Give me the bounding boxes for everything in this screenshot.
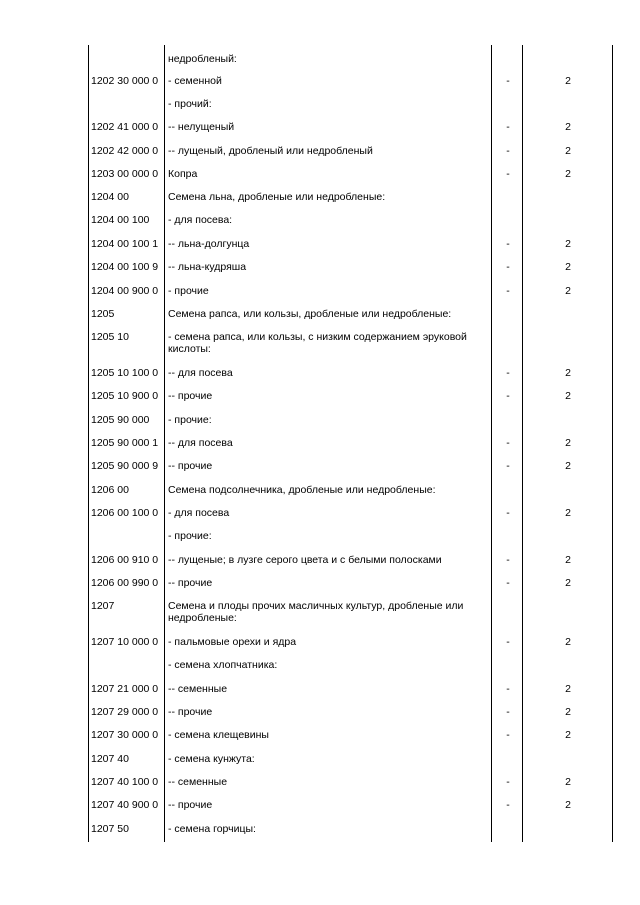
column-3-value: - bbox=[506, 460, 510, 472]
tariff-code: 1207 bbox=[91, 600, 115, 612]
column-3-value: - bbox=[506, 145, 510, 157]
tariff-code: 1205 10 900 0 bbox=[91, 390, 159, 402]
goods-description: - семенной bbox=[168, 75, 222, 87]
goods-description: - семена горчицы: bbox=[168, 823, 256, 835]
column-4-value: 2 bbox=[565, 285, 571, 297]
column-3-value: - bbox=[506, 507, 510, 519]
column-border-code bbox=[164, 45, 165, 842]
column-3-value: - bbox=[506, 367, 510, 379]
column-border-desc bbox=[491, 45, 492, 842]
goods-description: - семена клещевины bbox=[168, 729, 269, 741]
column-4-value: 2 bbox=[565, 460, 571, 472]
column-3-value: - bbox=[506, 799, 510, 811]
column-3-value: - bbox=[506, 261, 510, 273]
goods-description: - для посева: bbox=[168, 214, 233, 226]
goods-description: -- льна-кудряша bbox=[168, 261, 247, 273]
column-4-value: 2 bbox=[565, 75, 571, 87]
column-4-value: 2 bbox=[565, 367, 571, 379]
goods-description: -- для посева bbox=[168, 367, 233, 379]
tariff-code: 1202 30 000 0 bbox=[91, 75, 159, 87]
column-4-value: 2 bbox=[565, 577, 571, 589]
tariff-code: 1207 10 000 0 bbox=[91, 636, 159, 648]
column-3-value: - bbox=[506, 437, 510, 449]
goods-description: недробленый: bbox=[168, 53, 237, 65]
tariff-code: 1207 40 bbox=[91, 753, 129, 765]
goods-description: -- для посева bbox=[168, 437, 233, 449]
goods-description: - для посева bbox=[168, 507, 230, 519]
tariff-code: 1207 30 000 0 bbox=[91, 729, 159, 741]
tariff-code: 1205 90 000 9 bbox=[91, 460, 159, 472]
goods-description: - прочие: bbox=[168, 414, 212, 426]
goods-description: - прочие: bbox=[168, 530, 212, 542]
column-4-value: 2 bbox=[565, 636, 571, 648]
column-4-value: 2 bbox=[565, 238, 571, 250]
tariff-code: 1206 00 990 0 bbox=[91, 577, 159, 589]
tariff-code: 1205 90 000 bbox=[91, 414, 150, 426]
column-4-value: 2 bbox=[565, 437, 571, 449]
column-3-value: - bbox=[506, 75, 510, 87]
goods-description: - прочий: bbox=[168, 98, 212, 110]
goods-description: -- лущеный, дробленый или недробленый bbox=[168, 145, 373, 157]
column-3-value: - bbox=[506, 683, 510, 695]
goods-description: - семена рапса, или кользы, с низким содержанием эруковой кислоты: bbox=[168, 331, 467, 355]
tariff-code: 1206 00 100 0 bbox=[91, 507, 159, 519]
goods-description: -- семенные bbox=[168, 683, 228, 695]
tariff-code: 1207 40 100 0 bbox=[91, 776, 159, 788]
column-4-value: 2 bbox=[565, 168, 571, 180]
column-4-value: 2 bbox=[565, 776, 571, 788]
column-3-value: - bbox=[506, 390, 510, 402]
tariff-code: 1204 00 100 1 bbox=[91, 238, 159, 250]
column-4-value: 2 bbox=[565, 799, 571, 811]
goods-description: -- прочие bbox=[168, 577, 213, 589]
tariff-code: 1207 50 bbox=[91, 823, 129, 835]
goods-description: -- нелущеный bbox=[168, 121, 235, 133]
goods-description: - прочие bbox=[168, 285, 209, 297]
tariff-code: 1203 00 000 0 bbox=[91, 168, 159, 180]
goods-description: Семена подсолнечника, дробленые или недробленые: bbox=[168, 484, 436, 496]
goods-description: Семена льна, дробленые или недробленые: bbox=[168, 191, 386, 203]
tariff-code: 1207 21 000 0 bbox=[91, 683, 159, 695]
column-3-value: - bbox=[506, 121, 510, 133]
column-4-value: 2 bbox=[565, 706, 571, 718]
tariff-code: 1204 00 100 9 bbox=[91, 261, 159, 273]
tariff-code: 1204 00 100 bbox=[91, 214, 150, 226]
goods-description: Семена и плоды прочих масличных культур, дробленые или недробленые: bbox=[168, 600, 464, 624]
column-border-left bbox=[88, 45, 89, 842]
tariff-code: 1205 10 bbox=[91, 331, 129, 343]
goods-description: -- прочие bbox=[168, 706, 213, 718]
goods-description: -- лущеные; в лузге серого цвета и с белыми полосками bbox=[168, 554, 442, 566]
goods-description: -- прочие bbox=[168, 799, 213, 811]
tariff-code: 1205 10 100 0 bbox=[91, 367, 159, 379]
column-4-value: 2 bbox=[565, 121, 571, 133]
tariff-code: 1207 40 900 0 bbox=[91, 799, 159, 811]
column-4-value: 2 bbox=[565, 507, 571, 519]
column-3-value: - bbox=[506, 554, 510, 566]
goods-description: Семена рапса, или кользы, дробленые или недробленые: bbox=[168, 308, 452, 320]
tariff-code: 1205 bbox=[91, 308, 115, 320]
tariff-code: 1202 41 000 0 bbox=[91, 121, 159, 133]
column-3-value: - bbox=[506, 706, 510, 718]
goods-description: -- прочие bbox=[168, 390, 213, 402]
column-3-value: - bbox=[506, 577, 510, 589]
tariff-code: 1206 00 910 0 bbox=[91, 554, 159, 566]
tariff-code: 1204 00 900 0 bbox=[91, 285, 159, 297]
goods-description: - семена кунжута: bbox=[168, 753, 255, 765]
goods-description: - семена хлопчатника: bbox=[168, 659, 278, 671]
column-3-value: - bbox=[506, 238, 510, 250]
goods-description: - пальмовые орехи и ядра bbox=[168, 636, 297, 648]
column-4-value: 2 bbox=[565, 261, 571, 273]
tariff-code: 1207 29 000 0 bbox=[91, 706, 159, 718]
goods-description: -- прочие bbox=[168, 460, 213, 472]
column-4-value: 2 bbox=[565, 145, 571, 157]
column-3-value: - bbox=[506, 776, 510, 788]
column-4-value: 2 bbox=[565, 390, 571, 402]
column-4-value: 2 bbox=[565, 683, 571, 695]
tariff-code: 1205 90 000 1 bbox=[91, 437, 159, 449]
column-3-value: - bbox=[506, 168, 510, 180]
tariff-code: 1202 42 000 0 bbox=[91, 145, 159, 157]
tariff-code: 1206 00 bbox=[91, 484, 129, 496]
goods-description: -- семенные bbox=[168, 776, 228, 788]
column-3-value: - bbox=[506, 285, 510, 297]
goods-description: -- льна-долгунца bbox=[168, 238, 250, 250]
goods-description: Копра bbox=[168, 168, 198, 180]
column-4-value: 2 bbox=[565, 554, 571, 566]
column-3-value: - bbox=[506, 729, 510, 741]
column-3-value: - bbox=[506, 636, 510, 648]
tariff-code: 1204 00 bbox=[91, 191, 129, 203]
column-4-value: 2 bbox=[565, 729, 571, 741]
